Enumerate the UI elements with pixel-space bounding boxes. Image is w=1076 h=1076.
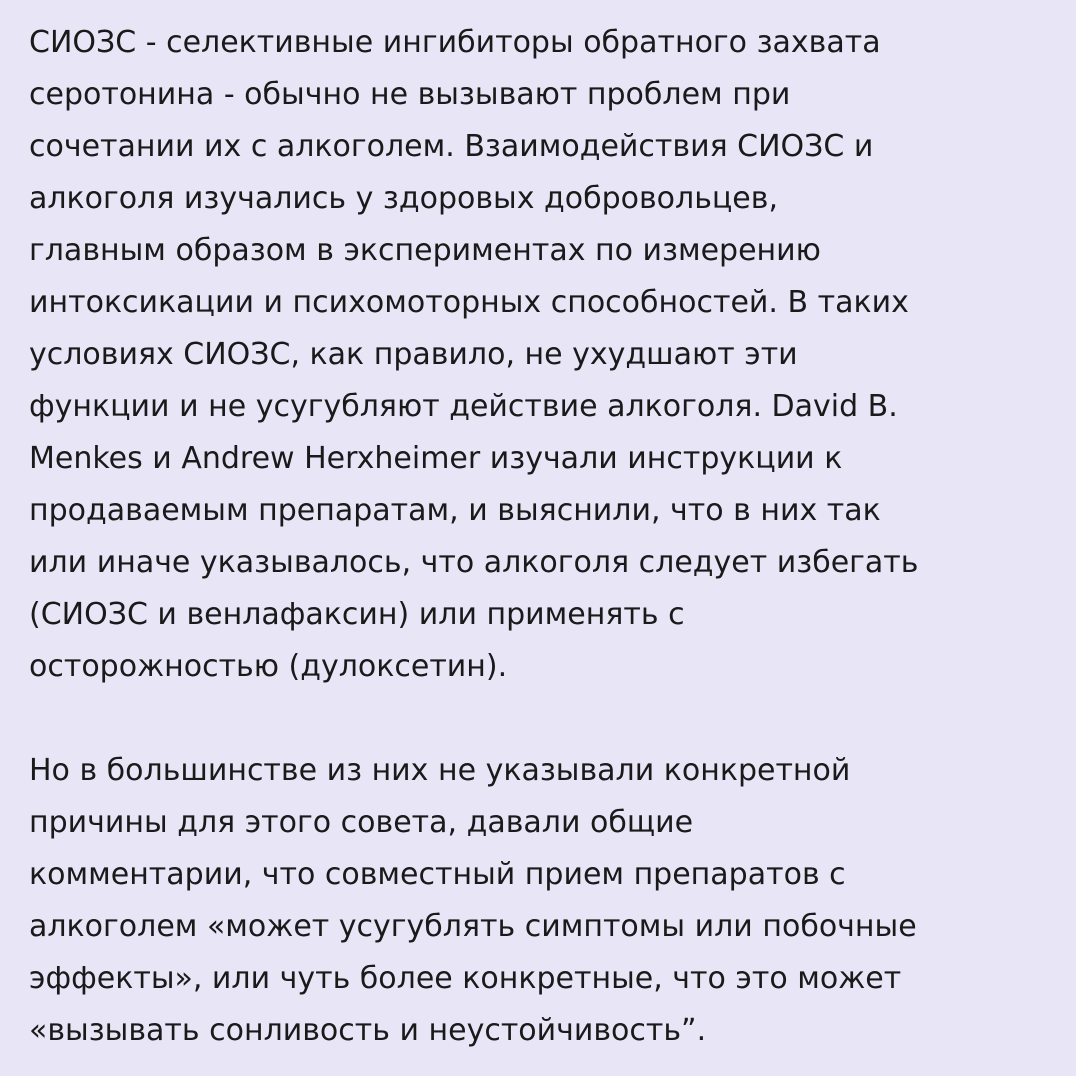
text-line: сочетании их с алкоголем. Взаимодействия СИОЗС и (29, 129, 874, 164)
text-line: причины для этого совета, давали общие (29, 805, 694, 840)
text-line: Menkes и Andrew Herxheimer изучали инструкции к (29, 441, 843, 476)
paragraph-spacer (29, 693, 1059, 745)
text-line: условиях СИОЗС, как правило, не ухудшают эти (29, 337, 798, 372)
text-line: эффекты», или чуть более конкретные, что это может (29, 961, 902, 996)
paragraph-1 (29, 17, 1059, 693)
text-line: интоксикации и психомоторных способностей. В таких (29, 285, 909, 320)
paragraph-2 (29, 745, 1059, 1057)
article-text (29, 17, 1059, 1057)
text-line: Но в большинстве из них не указывали конкретной (29, 753, 851, 788)
text-line: функции и не усугубляют действие алкоголя. David B. (29, 389, 898, 424)
text-line: или иначе указывалось, что алкоголя следует избегать (29, 545, 919, 580)
text-line: СИОЗС - селективные ингибиторы обратного захвата (29, 25, 881, 60)
text-line: продаваемым препаратам, и выяснили, что в них так (29, 493, 881, 528)
text-line: алкоголем «может усугублять симптомы или побочные (29, 909, 917, 944)
text-line: «вызывать сонливость и неустойчивость”. (29, 1013, 707, 1048)
text-line: серотонина - обычно не вызывают проблем при (29, 77, 791, 112)
text-line: комментарии, что совместный прием препаратов с (29, 857, 846, 892)
text-line: главным образом в экспериментах по измерению (29, 233, 821, 268)
text-line: осторожностью (дулоксетин). (29, 649, 508, 684)
text-line: (СИОЗС и венлафаксин) или применять с (29, 597, 685, 632)
text-line: алкоголя изучались у здоровых добровольцев, (29, 181, 778, 216)
